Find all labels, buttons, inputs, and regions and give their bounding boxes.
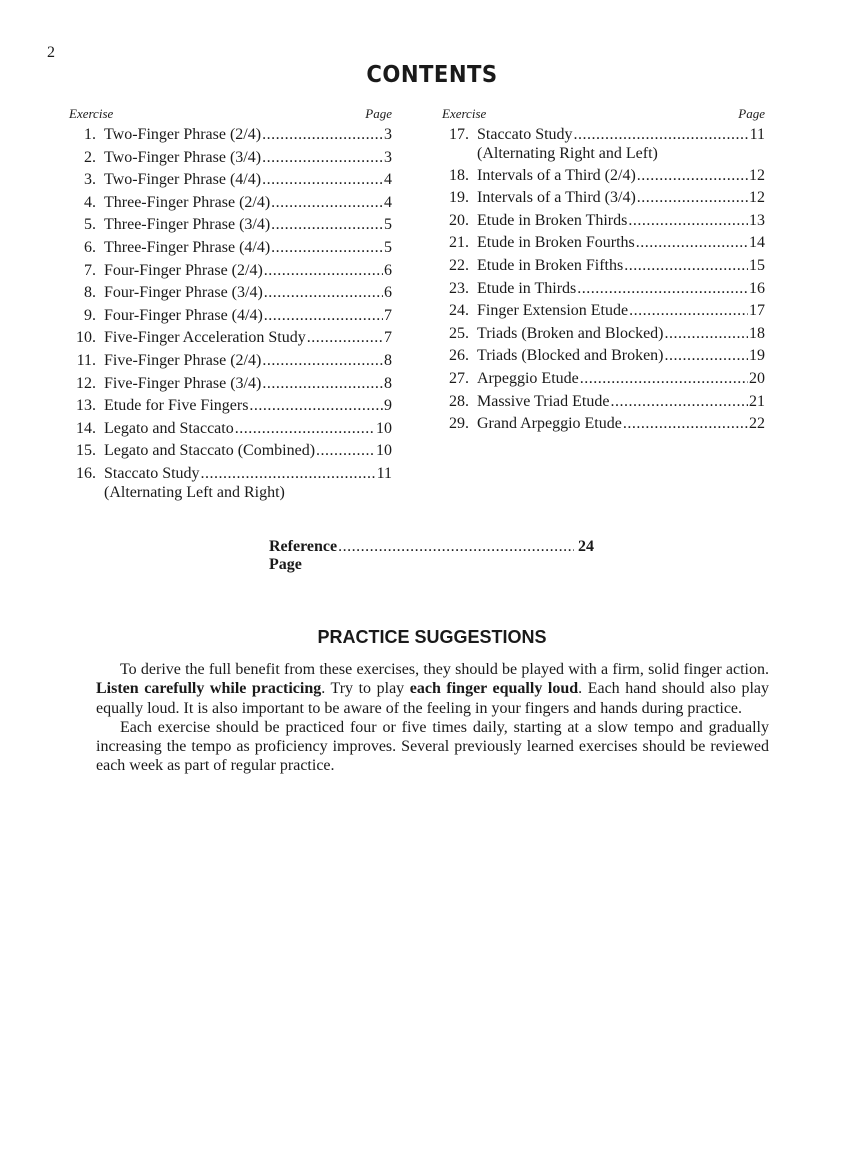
toc-row: [68, 418, 392, 441]
practice-paragraph-2: Each exercise should be practiced four or five times daily, starting at a slow tempo and gradually increasing the tempo as proficiency improves. Several previously learned exercises should be reviewed each week as part of regular practice.: [96, 718, 769, 775]
exercise-title: Finger Extension Etude: [477, 302, 629, 320]
column-header: [441, 104, 765, 124]
exercise-title: Five-Finger Acceleration Study: [104, 329, 306, 347]
toc-row: [441, 124, 765, 147]
exercise-page: 8: [384, 374, 392, 392]
reference-page-entry: [269, 538, 594, 574]
toc-column-left: [68, 104, 392, 504]
toc-row: [68, 282, 392, 305]
exercise-page: 9: [384, 397, 392, 415]
dot-leader: [249, 395, 383, 418]
toc-row: [68, 169, 392, 192]
exercise-number: 8.: [84, 284, 96, 302]
toc-entry: [441, 368, 765, 391]
dot-leader: [262, 373, 383, 396]
exercise-title: Staccato Study: [477, 126, 573, 143]
reference-label: Reference Page: [269, 538, 338, 573]
exercise-title: Staccato Study: [104, 464, 200, 482]
exercise-number: 15.: [76, 442, 96, 460]
exercise-page: 14: [749, 234, 765, 252]
exercise-title: Intervals of a Third (3/4): [477, 189, 636, 207]
paragraph-text: . Each hand should also play equally loud. It is also important to be aware of the feeling in your fingers and hands during practice.: [96, 680, 770, 717]
exercise-number: 1.: [84, 126, 96, 143]
exercise-title: Massive Triad Etude: [477, 392, 610, 410]
exercise-number: 28.: [449, 392, 469, 410]
toc-row: [68, 124, 392, 147]
toc-entry: [441, 413, 765, 436]
exercise-title: Legato and Staccato (Combined): [104, 442, 316, 460]
toc-entry: [68, 395, 392, 418]
dot-leader: [665, 345, 749, 368]
toc-row: [68, 305, 392, 328]
exercise-page: 8: [384, 351, 392, 369]
exercise-page: 19: [749, 347, 765, 365]
exercise-page: 3: [384, 148, 392, 166]
toc-entry: [441, 187, 765, 210]
toc-entry: [68, 373, 392, 396]
exercise-page: 5: [384, 238, 392, 256]
exercise-header: Exercise: [442, 106, 487, 121]
exercise-number: 20.: [449, 211, 469, 229]
toc-entry: [441, 345, 765, 368]
exercise-page: 10: [376, 442, 392, 460]
exercise-number: 9.: [84, 306, 96, 324]
dot-leader: [665, 323, 749, 346]
toc-entry: [68, 327, 392, 350]
exercise-page: 6: [384, 261, 392, 279]
toc-row: [68, 395, 392, 418]
toc-row: [68, 350, 392, 373]
exercise-title: Three-Finger Phrase (4/4): [104, 238, 271, 256]
exercise-title: Three-Finger Phrase (3/4): [104, 216, 271, 234]
dot-leader: [623, 413, 748, 436]
toc-row: [441, 368, 765, 391]
exercise-number: 14.: [76, 419, 96, 437]
exercise-number: 19.: [449, 189, 469, 207]
exercise-number: 27.: [449, 369, 469, 387]
toc-entry: [68, 147, 392, 170]
exercise-number: 29.: [449, 415, 469, 433]
toc-entry: [68, 418, 392, 441]
toc-entry: [68, 169, 392, 192]
exercise-number: 3.: [84, 171, 96, 189]
dot-leader: [264, 282, 383, 305]
exercise-title: Two-Finger Phrase (4/4): [104, 171, 262, 189]
toc-row: [68, 373, 392, 396]
toc-row: [441, 232, 765, 255]
exercise-number: 12.: [76, 374, 96, 392]
toc-row: [68, 237, 392, 260]
toc-entry: [68, 214, 392, 237]
toc-row: [441, 187, 765, 210]
exercise-title: Five-Finger Phrase (3/4): [104, 374, 262, 392]
exercise-number: 6.: [84, 238, 96, 256]
exercise-page: 22: [749, 415, 765, 433]
toc-column-right: [441, 104, 765, 436]
reference-page-number: 24: [578, 538, 594, 555]
exercise-page: 4: [384, 171, 392, 189]
exercise-number: 16.: [76, 464, 96, 482]
toc-entry: [441, 391, 765, 414]
exercise-page: 18: [749, 324, 765, 342]
column-header: [68, 104, 392, 124]
dot-leader: [628, 210, 748, 233]
exercise-page: 3: [384, 126, 392, 143]
dot-leader: [201, 463, 376, 486]
exercise-page: 5: [384, 216, 392, 234]
exercise-page: 12: [749, 166, 765, 184]
toc-row: [441, 165, 765, 188]
exercise-title: Legato and Staccato: [104, 419, 234, 437]
toc-entry: [68, 350, 392, 373]
exercise-number: 10.: [76, 329, 96, 347]
exercise-title: Arpeggio Etude: [477, 369, 579, 387]
exercise-page: 13: [749, 211, 765, 229]
exercise-number: 26.: [449, 347, 469, 365]
exercise-number: 23.: [449, 279, 469, 297]
exercise-number: 7.: [84, 261, 96, 279]
toc-entry: [441, 210, 765, 233]
toc-row: [68, 463, 392, 486]
exercise-subtitle: (Alternating Left and Right): [104, 483, 285, 501]
page-number: 2: [47, 44, 55, 61]
dot-leader: [637, 187, 748, 210]
toc-row: [68, 440, 392, 463]
toc-row: [68, 147, 392, 170]
exercise-page: 11: [376, 464, 392, 482]
dot-leader: [262, 124, 383, 147]
toc-row: [68, 192, 392, 215]
exercise-page: 7: [384, 329, 392, 347]
dot-leader: [262, 147, 383, 170]
exercise-page: 15: [749, 256, 765, 274]
practice-paragraph-1: [96, 660, 769, 718]
dot-leader: [624, 255, 748, 278]
exercise-page: 4: [384, 193, 392, 211]
dot-leader: [636, 232, 748, 255]
exercise-title: Three-Finger Phrase (2/4): [104, 193, 271, 211]
practice-heading: PRACTICE SUGGESTIONS: [317, 627, 547, 647]
toc-entry: [441, 232, 765, 255]
exercise-title: Etude in Broken Fifths: [477, 256, 624, 274]
toc-row: [68, 327, 392, 350]
dot-leader: [307, 327, 383, 350]
emphasis-text: Listen carefully while practicing: [96, 680, 322, 698]
toc-entry: [441, 300, 765, 323]
toc-row: [441, 255, 765, 278]
toc-entry: [441, 278, 765, 301]
exercise-number: 17.: [449, 126, 469, 143]
contents-title: CONTENTS: [366, 62, 498, 88]
dot-leader: [629, 300, 748, 323]
exercise-title: Intervals of a Third (2/4): [477, 166, 636, 184]
exercise-title: Five-Finger Phrase (2/4): [104, 351, 262, 369]
exercise-title: Etude in Broken Fourths: [477, 234, 635, 252]
dot-leader: [271, 214, 383, 237]
exercise-title: Triads (Broken and Blocked): [477, 324, 664, 342]
exercise-number: 21.: [449, 234, 469, 252]
toc-row: [441, 300, 765, 323]
toc-row: [441, 210, 765, 233]
toc-row: [441, 391, 765, 414]
exercise-number: 22.: [449, 256, 469, 274]
dot-leader: [316, 440, 375, 463]
dot-leader: [637, 165, 748, 188]
dot-leader: [264, 305, 383, 328]
exercise-page: 12: [749, 189, 765, 207]
exercise-number: 18.: [449, 166, 469, 184]
toc-entry: [441, 255, 765, 278]
exercise-title: Four-Finger Phrase (3/4): [104, 284, 263, 302]
toc-row: [68, 214, 392, 237]
exercise-page: 16: [749, 279, 765, 297]
dot-leader: [580, 368, 748, 391]
dot-leader: [235, 418, 375, 441]
toc-entry: [68, 282, 392, 305]
toc-list-left: [68, 124, 392, 502]
toc-entry: [441, 124, 765, 163]
exercise-title: Etude for Five Fingers: [104, 397, 249, 415]
dot-leader: [610, 391, 748, 414]
toc-entry: [68, 237, 392, 260]
toc-entry: [68, 192, 392, 215]
dot-leader: [271, 237, 383, 260]
dot-leader: [264, 260, 383, 283]
toc-entry: [68, 124, 392, 147]
exercise-title: Four-Finger Phrase (2/4): [104, 261, 263, 279]
exercise-number: 25.: [449, 324, 469, 342]
toc-row: [441, 323, 765, 346]
dot-leader: [577, 278, 748, 301]
paragraph-text: . Try to play: [321, 680, 410, 698]
exercise-title: Two-Finger Phrase (3/4): [104, 148, 262, 166]
toc-row: [441, 413, 765, 436]
toc-entry: [68, 463, 392, 502]
exercise-number: 11.: [76, 351, 96, 369]
dot-leader: [338, 538, 574, 556]
toc-entry: [441, 323, 765, 346]
dot-leader: [262, 350, 383, 373]
toc-entry: [68, 305, 392, 328]
exercise-page: 11: [749, 126, 765, 143]
page-header: Page: [365, 106, 392, 121]
emphasis-text: each finger equally loud: [409, 680, 579, 698]
toc-row: [441, 345, 765, 368]
exercise-page: 6: [384, 284, 392, 302]
exercise-title: Four-Finger Phrase (4/4): [104, 306, 263, 324]
toc-entry: [68, 440, 392, 463]
exercise-title: Grand Arpeggio Etude: [477, 415, 622, 433]
page-header: Page: [738, 106, 765, 121]
exercise-page: 17: [749, 302, 765, 320]
practice-body: [96, 660, 769, 776]
exercise-page: 10: [376, 419, 392, 437]
exercise-number: 24.: [449, 302, 469, 320]
exercise-title: Etude in Broken Thirds: [477, 211, 628, 229]
exercise-page: 7: [384, 306, 392, 324]
exercise-number: 13.: [76, 397, 96, 415]
dot-leader: [271, 192, 383, 215]
toc-entry: [441, 165, 765, 188]
dot-leader: [262, 169, 383, 192]
exercise-title: Etude in Thirds: [477, 279, 577, 297]
exercise-page: 20: [749, 369, 765, 387]
toc-row: [441, 278, 765, 301]
toc-list-right: [441, 124, 765, 436]
exercise-title: Triads (Blocked and Broken): [477, 347, 664, 365]
exercise-number: 2.: [84, 148, 96, 166]
exercise-number: 4.: [84, 193, 96, 211]
exercise-header: Exercise: [69, 106, 114, 121]
toc-entry: [68, 260, 392, 283]
paragraph-text: To derive the full benefit from these exercises, they should be played with a firm, solid finger action.: [120, 661, 769, 678]
exercise-page: 21: [749, 392, 765, 410]
dot-leader: [574, 124, 749, 147]
exercise-number: 5.: [84, 216, 96, 234]
exercise-subtitle: (Alternating Right and Left): [477, 144, 658, 162]
toc-row: [68, 260, 392, 283]
exercise-title: Two-Finger Phrase (2/4): [104, 126, 262, 143]
